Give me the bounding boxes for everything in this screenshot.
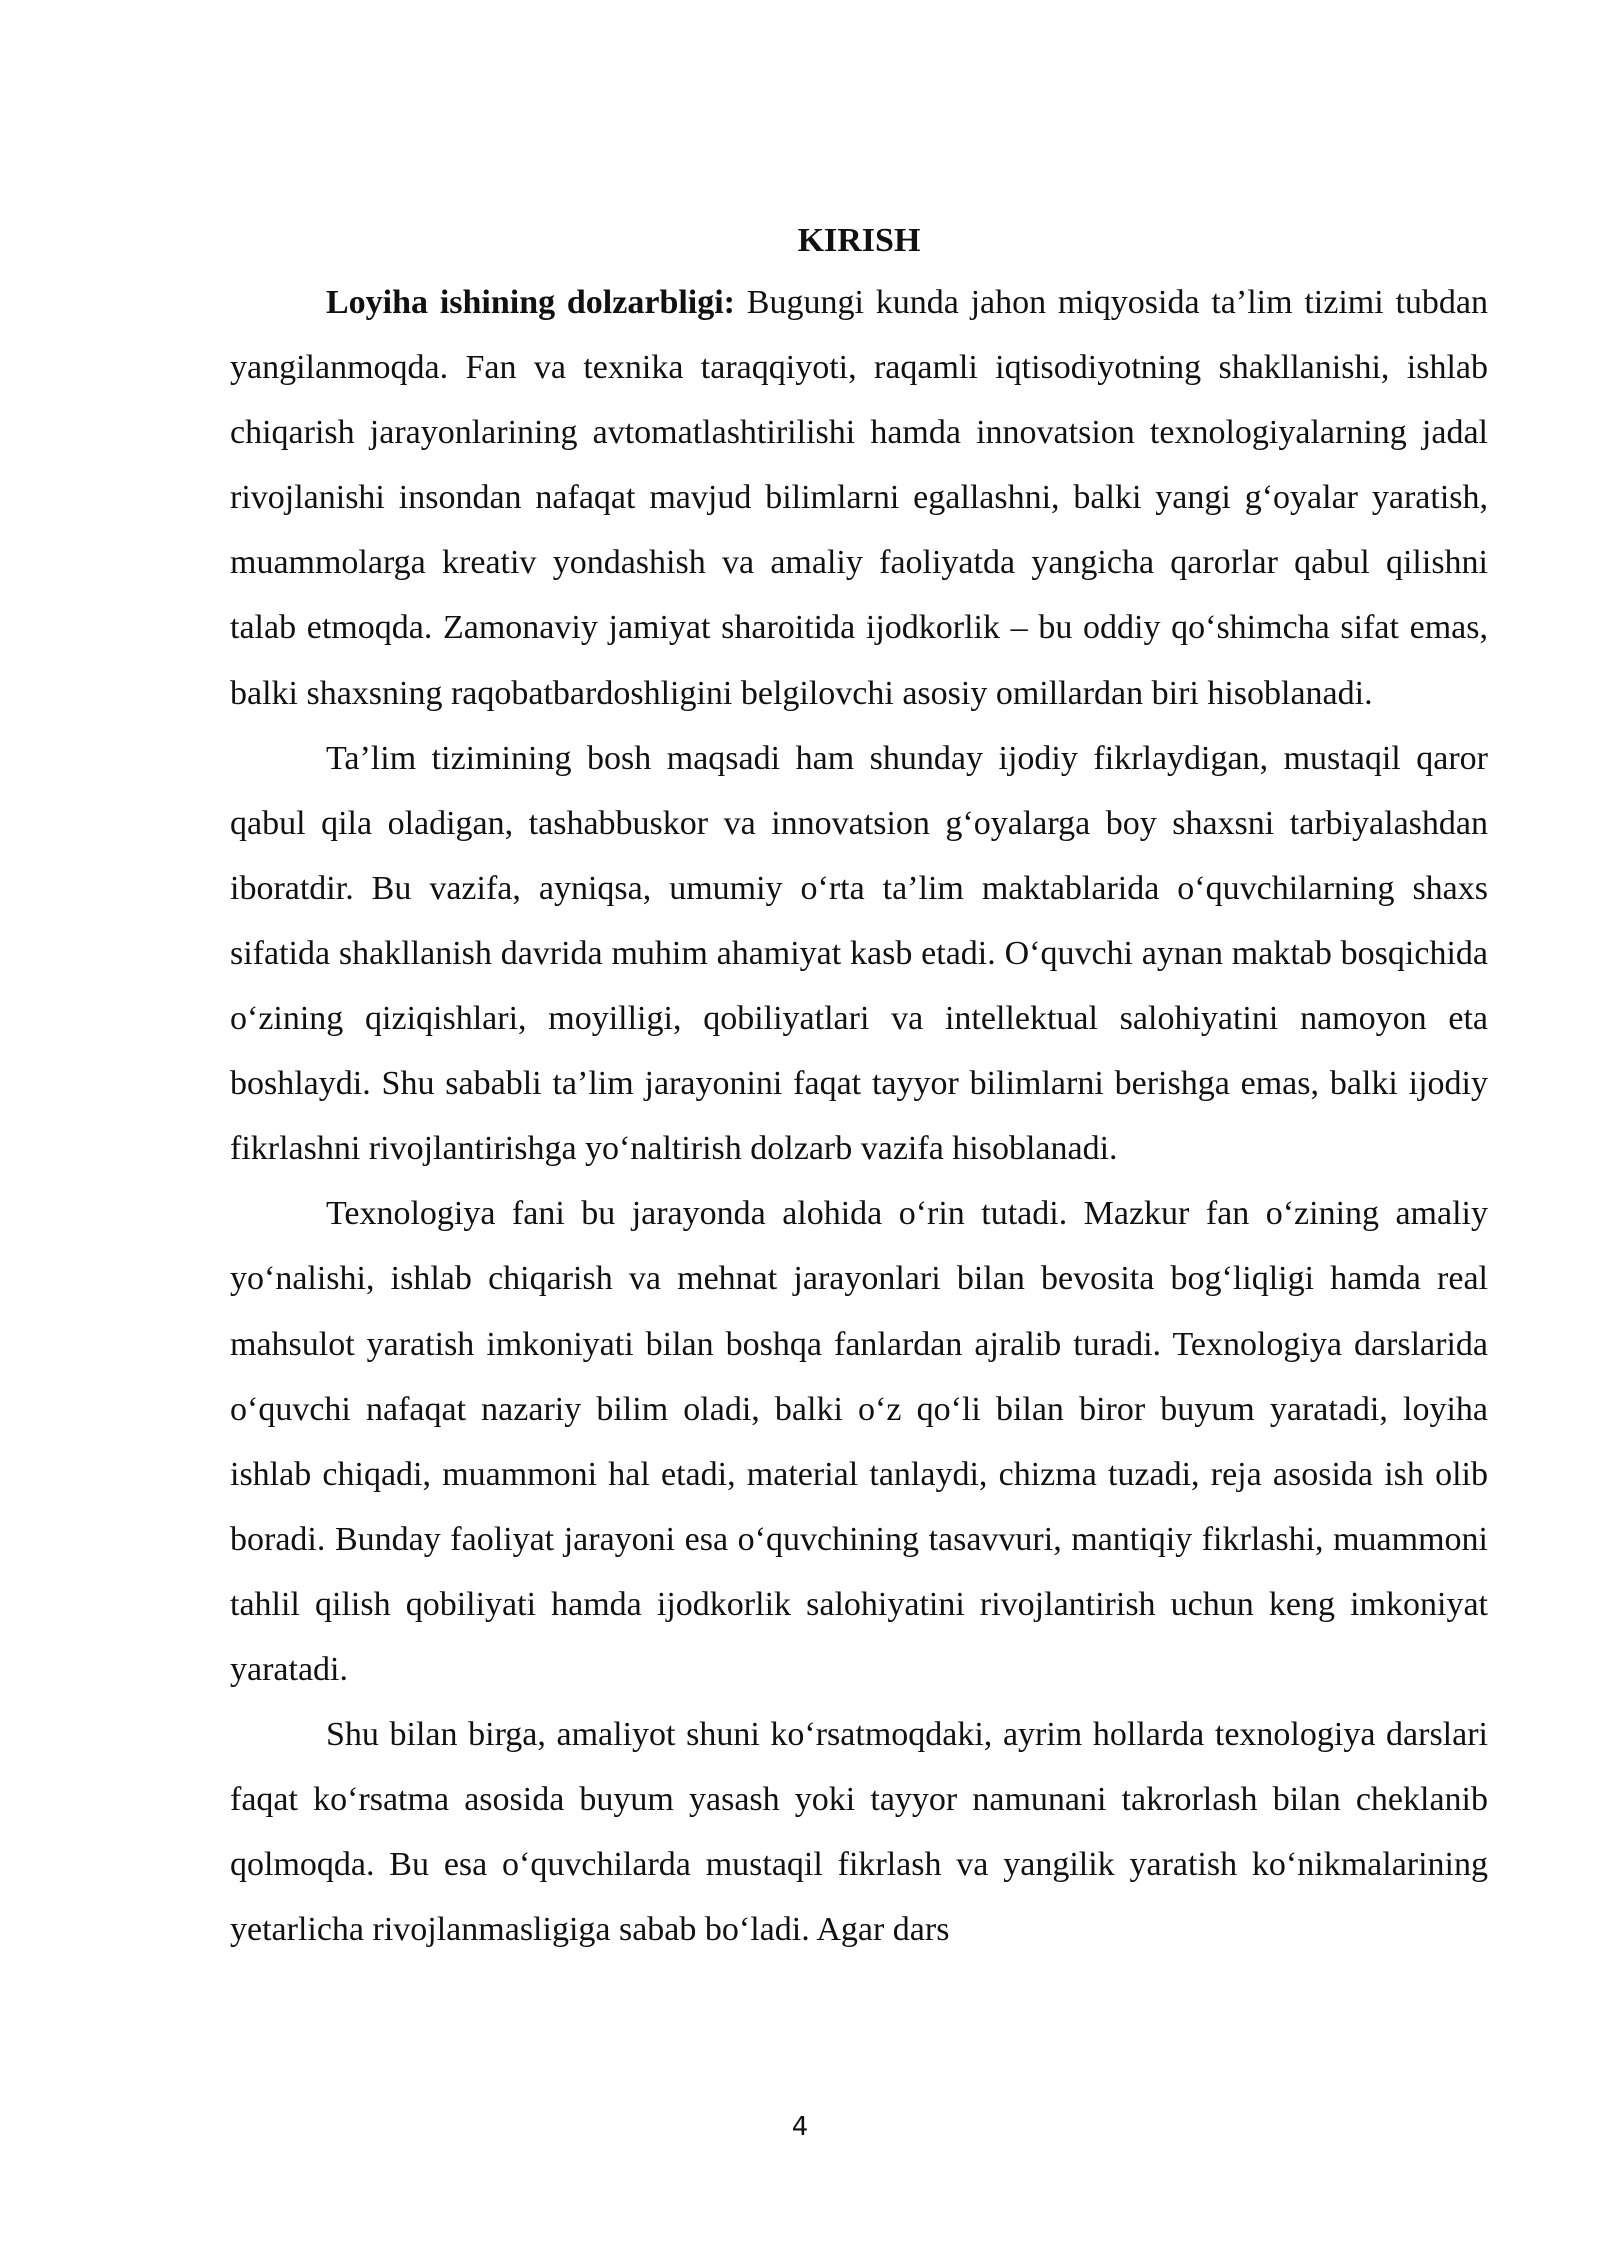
paragraph-lead-label: Loyiha ishining dolzarbligi: [326,284,736,321]
paragraph-education-goal: Ta’lim tizimining bosh maqsadi ham shunday ijodiy fikrlaydigan, mustaqil qaror qabul qila oladigan, tashabbuskor va innovatsion g‘oyalarga boy shaxsni tarbiyalashdan iboratdir. Bu vazifa, ayniqsa, umumiy o‘rta ta’lim maktablarida o‘quvchilarning shaxs sifatida shakllanish davrida muhim ahamiyat kasb etadi. O‘quvchi aynan maktab bosqichida o‘zining qiziqishlari, moyilligi, qobiliyatlari va intellektual salohiyatini namoyon eta boshlaydi. Shu sababli ta’lim jarayonini faqat tayyor bilimlarni berishga emas, balki ijodiy fikrlashni rivojlantirishga yo‘naltirish dolzarb vazifa hisoblanadi. [230,739,1488,1168]
paragraph-technology-subject: Texnologiya fani bu jarayonda alohida o‘rin tutadi. Mazkur fan o‘zining amaliy yo‘nalishi, ishlab chiqarish va mehnat jarayonlari bilan bevosita bog‘liqligi hamda real mahsulot yaratish imkoniyati bilan boshqa fanlardan ajralib turadi. Texnologiya darslarida o‘quvchi nafaqat nazariy bilim oladi, balki o‘z qo‘li bilan biror buyum yaratadi, loyiha ishlab chiqadi, muammoni hal etadi, material tanlaydi, chizma tuzadi, reja asosida ish olib boradi. Bunday faoliyat jarayoni esa o‘quvchining tasavvuri, mantiqiy fikrlashi, muammoni tahlil qilish qobiliyati hamda ijodkorlik salohiyatini rivojlantirish uchun keng imkoniyat yaratadi. [230,1195,1488,1688]
document-body [230,212,1488,1962]
paragraph-text: Bugungi kunda jahon miqyosida ta’lim tizimi tubdan yangilanmoqda. Fan va texnika taraqqiyoti, raqamli iqtisodiyotning shakllanishi, ishlab chiqarish jarayonlarining avtomatlashtirilishi hamda innovatsion texnologiyalarning jadal rivojlanishi insondan nafaqat mavjud bilimlarni egallashni, balki yangi g‘oyalar yaratish, muammolarga kreativ yondashish va amaliy faoliyatda yangicha qarorlar qabul qilishni talab etmoqda. Zamonaviy jamiyat sharoitida ijodkorlik – bu oddiy qo‘shimcha sifat emas, balki shaxsning raqobatbardoshligini belgilovchi asosiy omillardan biri hisoblanadi. [230,284,1488,712]
page-number: 4 [791,2112,809,2142]
paragraph-relevance [230,270,1488,726]
paragraph-practice: Shu bilan birga, amaliyot shuni ko‘rsatmoqdaki, ayrim hollarda texnologiya darslari faqat ko‘rsatma asosida buyum yasash yoki tayyor namunani takrorlash bilan cheklanib qolmoqda. Bu esa o‘quvchilarda mustaqil fikrlash va yangilik yaratish ko‘nikmalarining yetarlicha rivojlanmasligiga sabab bo‘ladi. Agar dars [230,1716,1488,1949]
section-heading: KIRISH [797,222,921,259]
